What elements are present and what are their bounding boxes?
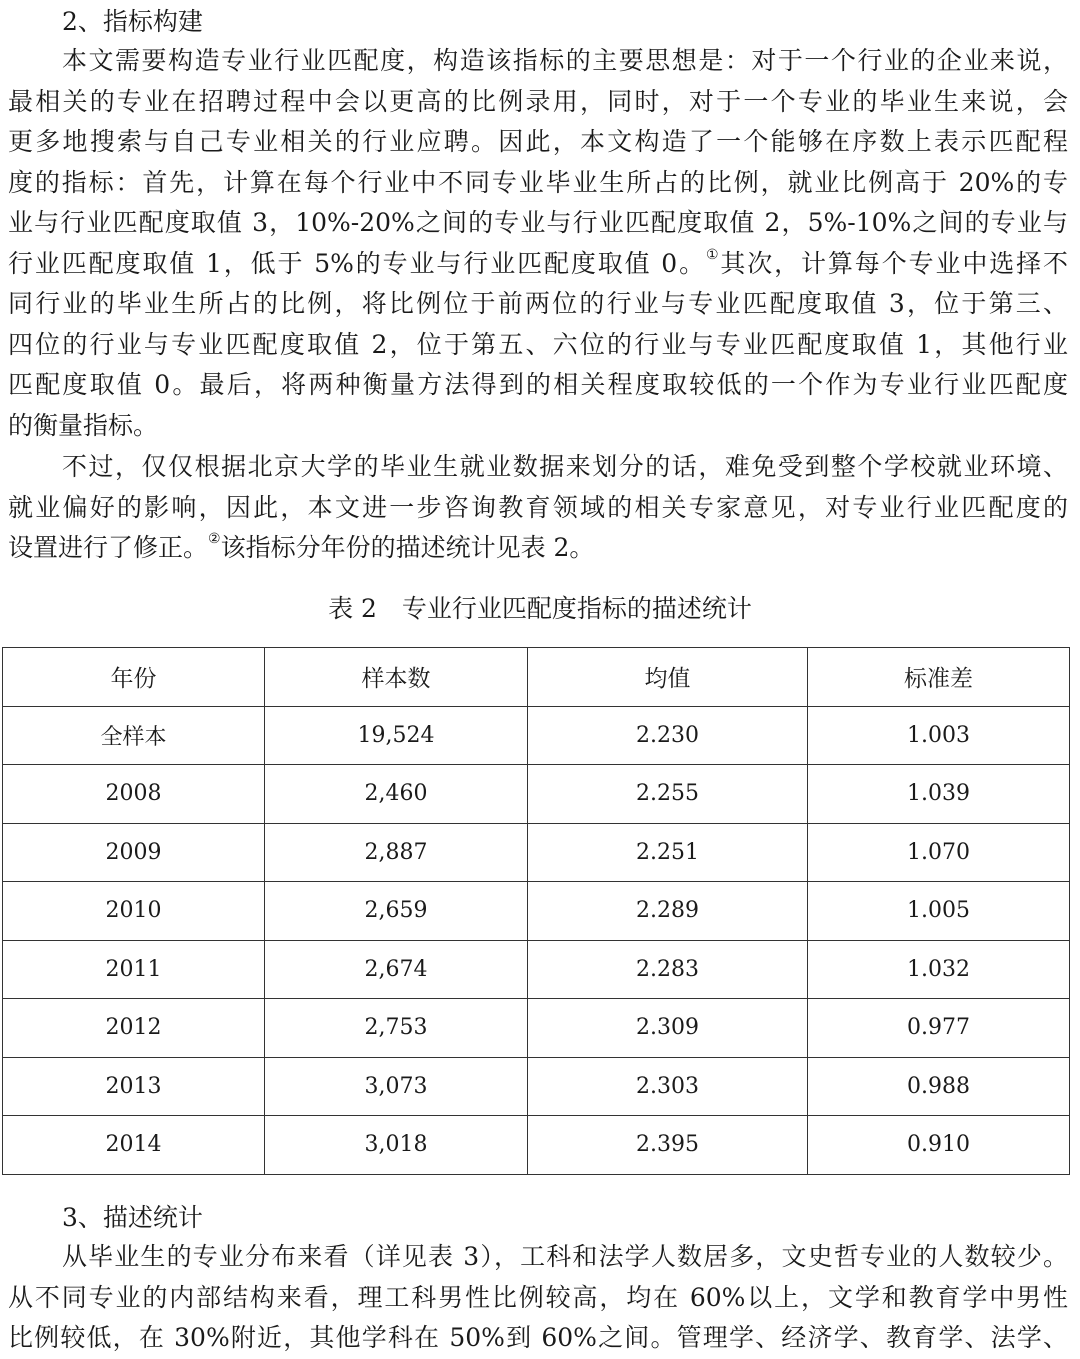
table-cell: 2011 — [3, 940, 265, 999]
text-span: 设置进行了修正。 — [8, 533, 209, 562]
table-cell: 2012 — [3, 999, 265, 1058]
text-line: 的衡量指标。 — [8, 410, 159, 440]
table-cell: 3,018 — [265, 1116, 528, 1175]
table-cell: 2.230 — [528, 706, 808, 765]
table-cell: 2014 — [3, 1116, 265, 1175]
table-cell: 2.255 — [528, 765, 808, 824]
table-cell: 2,674 — [265, 940, 528, 999]
section-3-paragraph — [8, 1237, 1068, 1359]
section-2-paragraph-2 — [8, 447, 1068, 569]
table-cell: 2009 — [3, 823, 265, 882]
table-cell: 2.303 — [528, 1057, 808, 1116]
text-line: 度的指标：首先，计算在每个行业中不同专业毕业生所占的比例，就业比例高于 20%的专 — [8, 167, 1068, 197]
text-line: 匹配度取值 0。最后，将两种衡量方法得到的相关程度取较低的一个作为专业行业匹配度 — [8, 370, 1068, 399]
table-cell: 2,460 — [265, 765, 528, 824]
table-cell: 0.988 — [808, 1057, 1070, 1116]
table-cell: 0.977 — [808, 999, 1070, 1058]
text-line: 从不同专业的内部结构来看，理工科男性比例较高，均在 60%以上，文学和教育学中男性 — [8, 1282, 1068, 1312]
table-row — [3, 940, 1070, 999]
text-line: 不过，仅仅根据北京大学的毕业生就业数据来划分的话，难免受到整个学校就业环境、 — [62, 452, 1068, 481]
descriptive-statistics-table — [2, 647, 1070, 1175]
text-line: 比例较低，在 30%附近，其他学科在 50%到 60%之间。管理学、经济学、教育学、法学、 — [8, 1323, 1068, 1352]
section-2-paragraph-1 — [8, 41, 1068, 446]
table-cell: 2010 — [3, 882, 265, 941]
text-line: 更多地搜索与自己专业相关的行业应聘。因此，本文构造了一个能够在序数上表示匹配程 — [8, 127, 1068, 156]
text-span: 该指标分年份的描述统计见表 2。 — [220, 533, 595, 562]
text-span: 行业匹配度取值 1，低于 5%的专业与行业匹配度取值 0。 — [8, 248, 706, 278]
text-line: 就业偏好的影响，因此，本文进一步咨询教育领域的相关专家意见，对专业行业匹配度的 — [8, 492, 1068, 522]
footnote-marker-2[interactable]: ② — [208, 531, 221, 547]
table-cell: 2,753 — [265, 999, 528, 1058]
table-row — [3, 765, 1070, 824]
table-caption: 表 2 专业行业匹配度指标的描述统计 — [328, 594, 752, 623]
table-cell: 1.039 — [808, 765, 1070, 824]
text-line: 最相关的专业在招聘过程中会以更高的比例录用，同时，对于一个专业的毕业生来说，会 — [8, 86, 1068, 116]
table-cell: 2.251 — [528, 823, 808, 882]
table-cell: 2.395 — [528, 1116, 808, 1175]
table-cell: 2013 — [3, 1057, 265, 1116]
table-cell: 1.070 — [808, 823, 1070, 882]
section-3-heading: 3、描述统计 — [62, 1203, 203, 1232]
table-cell: 2.289 — [528, 882, 808, 941]
table-header-row — [3, 648, 1070, 707]
text-line: 业与行业匹配度取值 3，10%-20%之间的专业与行业匹配度取值 2，5%-10%之间的专业与 — [8, 208, 1068, 237]
section-2-heading: 2、指标构建 — [62, 7, 203, 36]
table-cell: 0.910 — [808, 1116, 1070, 1175]
table-cell: 全样本 — [3, 706, 265, 765]
text-line: 本文需要构造专业行业匹配度，构造该指标的主要思想是：对于一个行业的企业来说， — [62, 46, 1068, 75]
table-row — [3, 999, 1070, 1058]
table-cell: 2,659 — [265, 882, 528, 941]
text-line — [8, 244, 1068, 285]
table-row — [3, 1057, 1070, 1116]
header-std-dev: 标准差 — [808, 648, 1070, 707]
table-row — [3, 882, 1070, 941]
table-cell: 3,073 — [265, 1057, 528, 1116]
table-cell: 2008 — [3, 765, 265, 824]
table-cell: 1.032 — [808, 940, 1070, 999]
text-line — [8, 528, 1068, 569]
text-line: 从毕业生的专业分布来看（详见表 3），工科和法学人数居多，文史哲专业的人数较少。 — [62, 1242, 1068, 1271]
table-row — [3, 706, 1070, 765]
header-mean: 均值 — [528, 648, 808, 707]
header-year: 年份 — [3, 648, 265, 707]
table-cell: 2.309 — [528, 999, 808, 1058]
table-cell: 2,887 — [265, 823, 528, 882]
text-line: 同行业的毕业生所占的比例，将比例位于前两位的行业与专业匹配度取值 3，位于第三、 — [8, 289, 1068, 318]
table-row — [3, 823, 1070, 882]
table-cell: 1.005 — [808, 882, 1070, 941]
footnote-marker-1[interactable]: ① — [705, 246, 721, 263]
table-row — [3, 1116, 1070, 1175]
table-cell: 19,524 — [265, 706, 528, 765]
text-span: 其次，计算每个专业中选择不 — [720, 248, 1068, 278]
text-line: 四位的行业与专业匹配度取值 2，位于第五、六位的行业与专业匹配度取值 1，其他行业 — [8, 329, 1068, 359]
header-sample-size: 样本数 — [265, 648, 528, 707]
table-cell: 1.003 — [808, 706, 1070, 765]
table-cell: 2.283 — [528, 940, 808, 999]
